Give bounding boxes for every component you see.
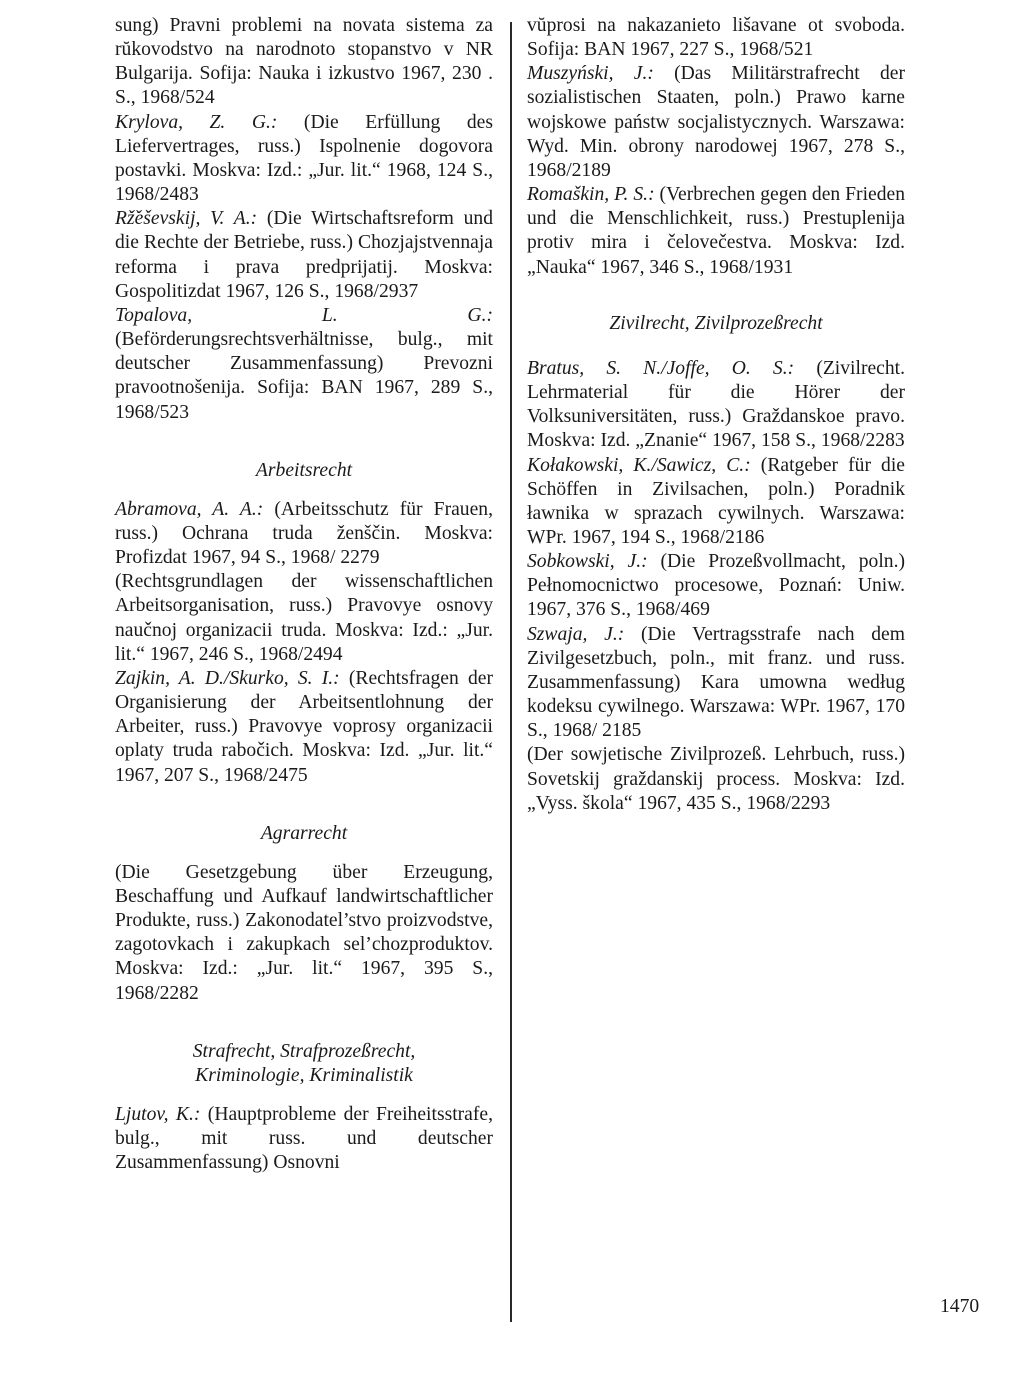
bibliography-entry (527, 623, 905, 744)
bibliography-entry (115, 111, 493, 208)
bibliography-entry (115, 861, 493, 1006)
bibliography-entry (115, 667, 493, 788)
entry-author: Krylova, Z. G.: (115, 111, 278, 133)
bibliography-entry (527, 357, 905, 454)
section-heading-zivilrecht: Zivilrecht, Zivilprozeßrecht (609, 312, 823, 334)
entry-text: (Rechtsgrundlagen der wissenschaftlichen Arbeitsorganisation, russ.) Pravovye osnovy naučnoj organizacii truda. Moskva: Izd.: „Jur. lit.“ 1967, 246 S., 1968/2494 (115, 571, 493, 665)
entry-text: (Die Gesetzgebung über Erzeugung, Beschaffung und Aufkauf landwirtschaftlicher Produkte, russ.) Zakonodatel’stvo proizvodstve, zagotovkach i zakupkach sel’chozproduktov. Moskva: Izd.: „Jur. lit.“ 1967, 395 S., 1968/2282 (115, 861, 493, 1004)
column-divider (510, 22, 512, 1322)
entry-author: Bratus, S. N./Joffe, O. S.: (527, 357, 795, 379)
entry-text: (Ratgeber für die Schöffen in Zivilsachen, poln.) Poradnik ławnika w sprazach cywilnych. Warszawa: WPr. 1967, 194 S., 1968/2186 (527, 454, 905, 548)
entry-text: (Die Vertragsstrafe nach dem Zivilgesetzbuch, poln., mit franz. und russ. Zusammenfassung) Kara umowna według kodeksu cywilnego. Warszawa: WPr. 1967, 170 S., 1968/ 2185 (527, 623, 905, 742)
entry-text: vŭprosi na nakazanieto lišavane ot svoboda. Sofija: BAN 1967, 227 S., 1968/521 (527, 15, 905, 61)
entry-text: (Arbeitsschutz für Frauen, russ.) Ochrana truda ženščin. Moskva: Profizdat 1967, 94 S., 1968/ 2279 (115, 498, 493, 569)
entry-text: (Der sowjetische Zivilprozeß. Lehrbuch, russ.) Sovetskij graždanskij process. Moskva: Izd. „Vyss. škola“ 1967, 435 S., 1968/2293 (527, 744, 905, 814)
entry-author: Kołakowski, K./Sawicz, C.: (527, 454, 751, 476)
entry-author: Ljutov, K.: (115, 1104, 201, 1126)
bibliography-entry (115, 1103, 493, 1175)
bibliography-entry (115, 14, 493, 111)
heading-line: Kriminologie, Kriminalistik (195, 1064, 413, 1086)
entry-text: (Rechtsfragen der Organisierung der Arbeitsentlohnung der Arbeiter, russ.) Pravovye voprosy organizacii oplaty truda rabočich. Moskva: Izd. „Jur. lit.“ 1967, 207 S., 1968/2475 (115, 667, 493, 786)
page-number: 1470 (940, 1296, 980, 1317)
entry-author: Szwaja, J.: (527, 623, 625, 645)
bibliography-entry (527, 14, 905, 62)
entry-author: Muszyński, J.: (527, 63, 654, 85)
entry-text: (Zivilrecht. Lehrmaterial für die Hörer der Volksuniversitäten, russ.) Graždanskoe pravo. Moskva: Izd. „Znanie“ 1967, 158 S., 1968/2283 (527, 357, 905, 452)
bibliography-entry (527, 743, 905, 815)
entry-author: Rž̌eševskij, V. A.: (115, 208, 258, 230)
section-heading-arbeitsrecht: Arbeitsrecht (255, 459, 353, 481)
entry-text: (Hauptprobleme der Freiheitsstrafe, bulg., mit russ. und deutscher Zusammenfassung) Osnovni (115, 1104, 493, 1174)
bibliography-entry (527, 183, 905, 280)
bibliography-entry (115, 570, 493, 667)
section-heading-agrarrecht: Agrarrecht (260, 822, 348, 844)
bibliography-entry (115, 498, 493, 570)
heading-line: Strafrecht, Strafprozeßrecht, (192, 1040, 416, 1062)
left-column (115, 14, 493, 1176)
right-column (527, 14, 905, 816)
bibliography-entry (115, 304, 493, 425)
entry-text: sung) Pravni problemi na novata sistema za rŭkovodstvo na narodnoto stopanstvo v NR Bulgarija. Sofija: Nauka i izkustvo 1967, 230 . S., 1968/524 (115, 15, 493, 109)
bibliography-entry (115, 207, 493, 304)
entry-author: Abramova, A. A.: (115, 498, 264, 520)
entry-text: (Beförderungsrechtsverhältnisse, bulg., mit deutscher Zusammenfassung) Prevozni pravootnošenija. Sofija: BAN 1967, 289 S., 1968/523 (115, 329, 493, 423)
entry-author: Zajkin, A. D./Skurko, S. I.: (115, 667, 340, 689)
entry-text: (Die Prozeßvollmacht, poln.) Pełnomocnictwo procesowe, Poznań: Uniw. 1967, 376 S., 1968/469 (527, 551, 905, 621)
bibliography-entry (527, 62, 905, 183)
section-heading-strafrecht (115, 1040, 493, 1088)
bibliography-entry (527, 550, 905, 622)
entry-text: (Die Erfüllung des Liefervertrages, russ.) Ispolnenie dogovora postavki. Moskva: Izd.: „Jur. lit.“ 1968, 124 S., 1968/2483 (115, 111, 493, 206)
entry-text: (Verbrechen gegen den Frieden und die Menschlichkeit, russ.) Prestuplenija protiv mira i čelovečestva. Moskva: Izd. „Nauka“ 1967, 346 S., 1968/1931 (527, 184, 905, 278)
entry-author: Sobkowski, J.: (527, 551, 648, 573)
entry-text: (Die Wirtschaftsreform und die Rechte der Betriebe, russ.) Chozjajstvennaja reforma i prava predprijatij. Moskva: Gospolitizdat 1967, 126 S., 1968/2937 (115, 208, 493, 302)
bibliography-entry (527, 454, 905, 551)
entry-author: Topalova, L. G.: (115, 304, 493, 326)
entry-author: Romaškin, P. S.: (527, 184, 655, 206)
entry-text: (Das Militärstrafrecht der sozialistischen Staaten, poln.) Prawo karne wojskowe państw socjalistycznych. Warszawa: Wyd. Min. obrony narodowej 1967, 278 S., 1968/2189 (527, 63, 906, 181)
